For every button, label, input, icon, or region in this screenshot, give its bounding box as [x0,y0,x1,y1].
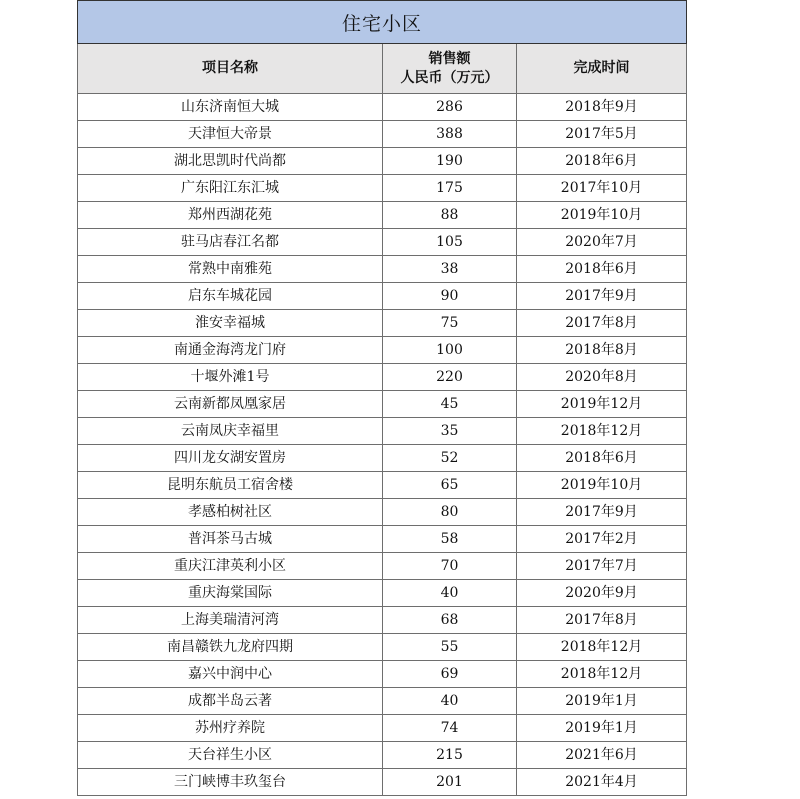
table-row [78,499,687,526]
cell-project-name: 淮安幸福城 [78,310,383,337]
cell-project-name: 湖北思凯时代尚都 [78,148,383,175]
cell-completion-date: 2017年5月 [517,121,687,148]
cell-project-name: 启东车城花园 [78,283,383,310]
table-row [78,607,687,634]
table-row [78,364,687,391]
cell-sales: 88 [383,202,517,229]
cell-project-name: 苏州疗养院 [78,715,383,742]
table-row [78,634,687,661]
spreadsheet-table-container [77,0,686,796]
cell-completion-date: 2019年1月 [517,688,687,715]
cell-completion-date: 2017年9月 [517,283,687,310]
table-row [78,418,687,445]
cell-completion-date: 2020年8月 [517,364,687,391]
cell-completion-date: 2019年1月 [517,715,687,742]
residential-projects-table [77,0,687,796]
cell-completion-date: 2019年10月 [517,202,687,229]
cell-sales: 75 [383,310,517,337]
cell-sales: 388 [383,121,517,148]
cell-sales: 68 [383,607,517,634]
cell-completion-date: 2018年12月 [517,661,687,688]
cell-sales: 52 [383,445,517,472]
cell-completion-date: 2018年8月 [517,337,687,364]
cell-completion-date: 2021年4月 [517,769,687,796]
cell-project-name: 三门峡博丰玖玺台 [78,769,383,796]
table-row [78,661,687,688]
table-row [78,769,687,796]
table-row [78,337,687,364]
cell-sales: 190 [383,148,517,175]
table-row [78,445,687,472]
cell-sales: 38 [383,256,517,283]
cell-project-name: 云南凤庆幸福里 [78,418,383,445]
cell-sales: 55 [383,634,517,661]
cell-sales: 286 [383,94,517,121]
cell-sales: 100 [383,337,517,364]
header-sales [383,44,517,94]
table-row [78,715,687,742]
header-row [78,44,687,94]
cell-sales: 40 [383,688,517,715]
cell-project-name: 南通金海湾龙门府 [78,337,383,364]
cell-project-name: 成都半岛云著 [78,688,383,715]
cell-completion-date: 2017年8月 [517,310,687,337]
cell-sales: 201 [383,769,517,796]
cell-project-name: 山东济南恒大城 [78,94,383,121]
cell-sales: 45 [383,391,517,418]
cell-sales: 40 [383,580,517,607]
cell-project-name: 天台祥生小区 [78,742,383,769]
cell-completion-date: 2020年9月 [517,580,687,607]
cell-completion-date: 2017年7月 [517,553,687,580]
cell-project-name: 孝感柏树社区 [78,499,383,526]
cell-project-name: 广东阳江东汇城 [78,175,383,202]
cell-completion-date: 2018年6月 [517,445,687,472]
table-row [78,310,687,337]
table-row [78,553,687,580]
cell-completion-date: 2017年2月 [517,526,687,553]
table-row [78,175,687,202]
cell-sales: 215 [383,742,517,769]
cell-completion-date: 2017年8月 [517,607,687,634]
cell-sales: 80 [383,499,517,526]
cell-sales: 70 [383,553,517,580]
table-row [78,256,687,283]
table-row [78,283,687,310]
table-row [78,148,687,175]
cell-project-name: 重庆海棠国际 [78,580,383,607]
header-completion-date: 完成时间 [517,44,687,94]
header-sales-line2: 人民币（万元） [400,69,499,86]
cell-completion-date: 2018年12月 [517,418,687,445]
cell-completion-date: 2019年10月 [517,472,687,499]
cell-sales: 175 [383,175,517,202]
table-row [78,472,687,499]
cell-project-name: 嘉兴中润中心 [78,661,383,688]
cell-sales: 90 [383,283,517,310]
cell-completion-date: 2020年7月 [517,229,687,256]
cell-sales: 65 [383,472,517,499]
cell-sales: 74 [383,715,517,742]
cell-project-name: 四川龙女湖安置房 [78,445,383,472]
cell-project-name: 驻马店春江名都 [78,229,383,256]
header-project-name: 项目名称 [78,44,383,94]
cell-completion-date: 2021年6月 [517,742,687,769]
cell-project-name: 重庆江津英利小区 [78,553,383,580]
table-row [78,229,687,256]
cell-sales: 69 [383,661,517,688]
table-row [78,742,687,769]
cell-completion-date: 2018年12月 [517,634,687,661]
cell-project-name: 天津恒大帝景 [78,121,383,148]
table-row [78,580,687,607]
cell-sales: 220 [383,364,517,391]
cell-completion-date: 2017年9月 [517,499,687,526]
table-row [78,391,687,418]
cell-sales: 35 [383,418,517,445]
cell-completion-date: 2019年12月 [517,391,687,418]
table-row [78,526,687,553]
cell-project-name: 上海美瑞清河湾 [78,607,383,634]
cell-sales: 58 [383,526,517,553]
cell-project-name: 常熟中南雅苑 [78,256,383,283]
cell-project-name: 十堰外滩1号 [78,364,383,391]
table-row [78,688,687,715]
cell-sales: 105 [383,229,517,256]
cell-completion-date: 2018年6月 [517,148,687,175]
cell-project-name: 普洱茶马古城 [78,526,383,553]
cell-project-name: 南昌赣铁九龙府四期 [78,634,383,661]
cell-project-name: 云南新都凤凰家居 [78,391,383,418]
cell-completion-date: 2017年10月 [517,175,687,202]
header-sales-line1: 销售额 [428,50,471,67]
table-row [78,94,687,121]
cell-project-name: 昆明东航员工宿舍楼 [78,472,383,499]
table-title: 住宅小区 [78,1,687,44]
table-row [78,121,687,148]
cell-completion-date: 2018年6月 [517,256,687,283]
table-row [78,202,687,229]
cell-completion-date: 2018年9月 [517,94,687,121]
cell-project-name: 郑州西湖花苑 [78,202,383,229]
title-row [78,1,687,44]
